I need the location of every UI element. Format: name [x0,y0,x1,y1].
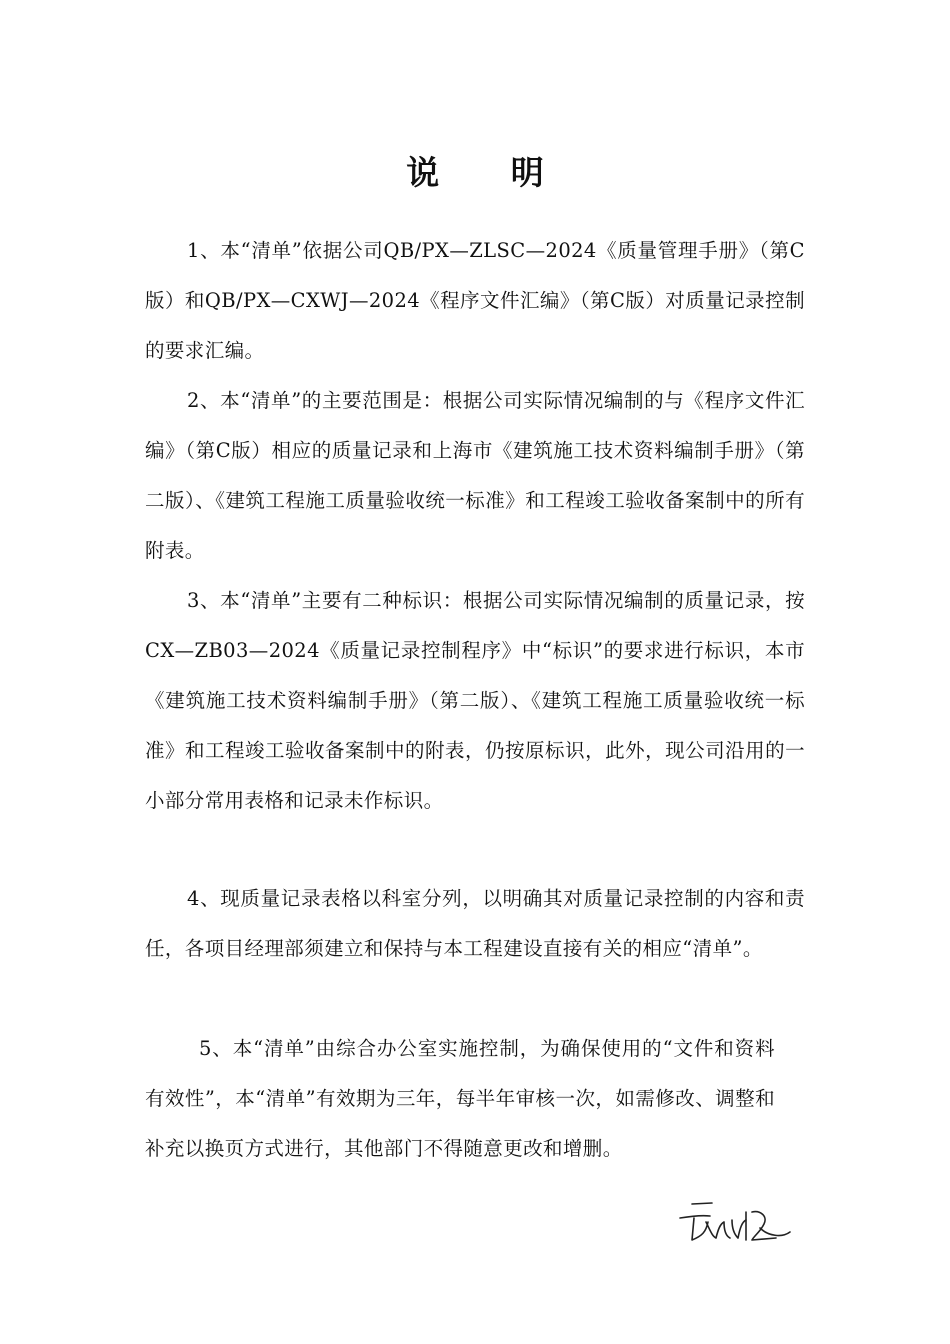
signature-icon [672,1192,802,1252]
handwritten-signature [672,1192,802,1252]
page-title: 说 明 [406,153,574,193]
paragraph-2: 2、本“清单”的主要范围是：根据公司实际情况编制的与《程序文件汇编》（第C版）相应的质量记录和上海市《建筑施工技术资料编制手册》（第二版）、《建筑工程施工质量验收统一标准》和工程竣工验收备案制中的所有附表。 [145,389,805,562]
paragraph-1: 1、本“清单”依据公司QB/PX—ZLSC—2024《质量管理手册》（第C版）和QB/PX—CXWJ—2024《程序文件汇编》（第C版）对质量记录控制的要求汇编。 [145,239,805,362]
paragraph-4: 4、现质量记录表格以科室分列，以明确其对质量记录控制的内容和责任，各项目经理部须建立和保持与本工程建设直接有关的相应“清单”。 [145,887,805,960]
paragraph-5: 5、本“清单”由综合办公室实施控制，为确保使用的“文件和资料有效性”，本“清单”有效期为三年，每半年审核一次，如需修改、调整和补充以换页方式进行，其他部门不得随意更改和增删。 [145,1037,775,1160]
paragraph-3: 3、本“清单”主要有二种标识：根据公司实际情况编制的质量记录，按CX—ZB03—2024《质量记录控制程序》中“标识”的要求进行标识，本市《建筑施工技术资料编制手册》（第二版）、《建筑工程施工质量验收统一标准》和工程竣工验收备案制中的附表，仍按原标识，此外，现公司沿用的一小部分常用表格和记录未作标识。 [145,589,805,812]
